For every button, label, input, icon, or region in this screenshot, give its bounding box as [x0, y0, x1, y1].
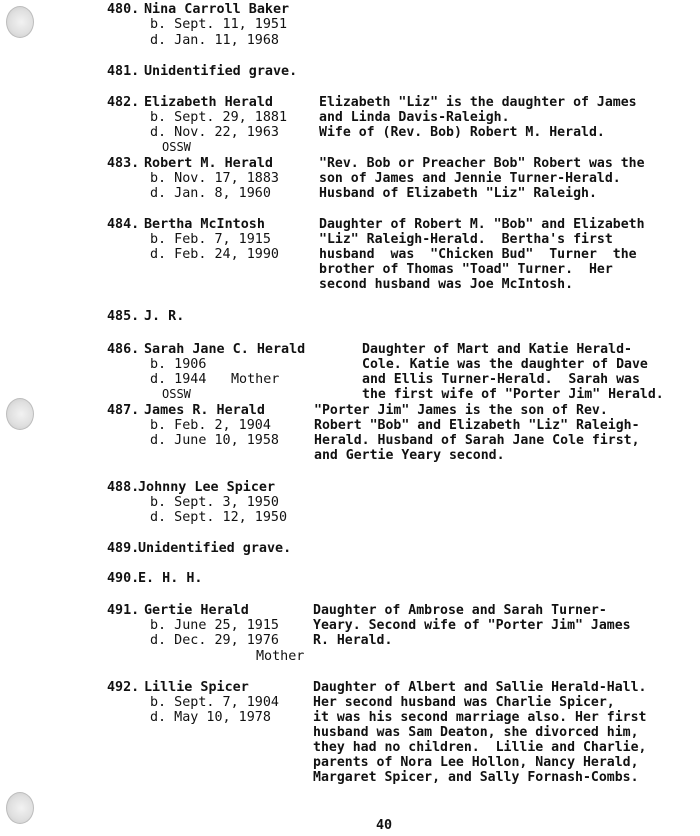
- entry-number: 491.: [107, 603, 140, 618]
- entry-birth: b. Sept. 11, 1951: [150, 17, 288, 32]
- entry-note-line: "Rev. Bob or Preacher Bob" Robert was the: [319, 156, 645, 171]
- entry-number: 489.: [107, 541, 140, 556]
- entry-number: 492.: [107, 680, 140, 695]
- entry-note-line: the first wife of "Porter Jim" Herald.: [362, 387, 664, 402]
- entry-note-line: son of James and Jennie Turner-Herald.: [319, 171, 621, 186]
- entry-note-line: brother of Thomas "Toad" Turner. Her: [319, 262, 613, 277]
- entry-birth: b. June 25, 1915: [150, 618, 279, 633]
- entry-ossw: OSSW: [162, 140, 191, 154]
- entry-mother-label: Mother: [256, 649, 305, 664]
- entry-death: d. 1944: [150, 372, 207, 387]
- entry-name: Gertie Herald: [144, 603, 249, 618]
- entry-death: d. Jan. 8, 1960: [150, 186, 271, 201]
- entry-birth: b. Feb. 2, 1904: [150, 418, 271, 433]
- entry-note-line: husband was "Chicken Bud" Turner the: [319, 247, 637, 262]
- entry-note-line: parents of Nora Lee Hollon, Nancy Herald,: [313, 755, 639, 770]
- entry-death: d. May 10, 1978: [150, 710, 271, 725]
- entry-number: 487.: [107, 403, 140, 418]
- entry-number: 490.: [107, 571, 140, 586]
- entry-death: d. Feb. 24, 1990: [150, 247, 279, 262]
- entry-name: Bertha McIntosh: [144, 217, 265, 232]
- entry-death: d. Jan. 11, 1968: [150, 33, 279, 48]
- entry-birth: b. Sept. 7, 1904: [150, 695, 279, 710]
- entry-number: 485.: [107, 309, 140, 324]
- entry-note-line: and Linda Davis-Raleigh.: [319, 110, 510, 125]
- entry-name: E. H. H.: [138, 571, 203, 586]
- entry-note-line: Daughter of Albert and Sallie Herald-Hall.: [313, 680, 647, 695]
- entry-note-line: Daughter of Mart and Katie Herald-: [362, 342, 632, 357]
- entry-name: Nina Carroll Baker: [144, 2, 290, 17]
- entry-note-line: "Liz" Raleigh-Herald. Bertha's first: [319, 232, 613, 247]
- entry-name: Robert M. Herald: [144, 156, 273, 171]
- entry-birth: b. Nov. 17, 1883: [150, 171, 279, 186]
- entry-note-line: Daughter of Robert M. "Bob" and Elizabeth: [319, 217, 645, 232]
- entry-note-line: Elizabeth "Liz" is the daughter of James: [319, 95, 637, 110]
- entry-name: J. R.: [144, 309, 185, 324]
- entry-name: Unidentified grave.: [138, 541, 292, 556]
- entry-birth: b. Sept. 29, 1881: [150, 110, 288, 125]
- entry-mother-label: Mother: [231, 372, 280, 387]
- entry-note-line: and Gertie Yeary second.: [314, 448, 505, 463]
- binder-hole-bottom: [6, 792, 34, 824]
- entry-name: James R. Herald: [144, 403, 265, 418]
- entry-note-line: Cole. Katie was the daughter of Dave: [362, 357, 648, 372]
- entry-note-line: R. Herald.: [313, 633, 393, 648]
- entry-note-line: Wife of (Rev. Bob) Robert M. Herald.: [319, 125, 605, 140]
- binder-hole-middle: [6, 398, 34, 430]
- entry-note-line: Daughter of Ambrose and Sarah Turner-: [313, 603, 607, 618]
- entry-name: Elizabeth Herald: [144, 95, 273, 110]
- entry-birth: b. 1906: [150, 357, 207, 372]
- entry-number: 483.: [107, 156, 140, 171]
- entry-note-line: Yeary. Second wife of "Porter Jim" James: [313, 618, 631, 633]
- page-number: 40: [376, 818, 393, 833]
- entry-name: Lillie Spicer: [144, 680, 249, 695]
- entry-ossw: OSSW: [162, 387, 191, 401]
- entry-note-line: Margaret Spicer, and Sally Fornash-Combs.: [313, 770, 639, 785]
- entry-name: Johnny Lee Spicer: [138, 480, 276, 495]
- entry-death: d. Nov. 22, 1963: [150, 125, 279, 140]
- entry-note-line: husband was Sam Deaton, she divorced him,: [313, 725, 639, 740]
- entry-number: 484.: [107, 217, 140, 232]
- entry-death: d. Dec. 29, 1976: [150, 633, 279, 648]
- entry-note-line: Herald. Husband of Sarah Jane Cole first,: [314, 433, 640, 448]
- entry-birth: b. Feb. 7, 1915: [150, 232, 271, 247]
- entry-note-line: it was his second marriage also. Her first: [313, 710, 647, 725]
- entry-note-line: Robert "Bob" and Elizabeth "Liz" Raleigh-: [314, 418, 640, 433]
- entry-note-line: second husband was Joe McIntosh.: [319, 277, 574, 292]
- entry-note-line: Husband of Elizabeth "Liz" Raleigh.: [319, 186, 597, 201]
- entry-note-line: "Porter Jim" James is the son of Rev.: [314, 403, 608, 418]
- entry-note-line: they had no children. Lillie and Charlie,: [313, 740, 647, 755]
- entry-note-line: Her second husband was Charlie Spicer,: [313, 695, 615, 710]
- entry-death: d. June 10, 1958: [150, 433, 279, 448]
- entry-name: Sarah Jane C. Herald: [144, 342, 306, 357]
- entry-number: 481.: [107, 64, 140, 79]
- entry-number: 488.: [107, 480, 140, 495]
- binder-hole-top: [6, 6, 34, 38]
- entry-name: Unidentified grave.: [144, 64, 298, 79]
- entry-note-line: and Ellis Turner-Herald. Sarah was: [362, 372, 640, 387]
- entry-death: d. Sept. 12, 1950: [150, 510, 288, 525]
- entry-birth: b. Sept. 3, 1950: [150, 495, 279, 510]
- entry-number: 482.: [107, 95, 140, 110]
- entry-number: 486.: [107, 342, 140, 357]
- entry-number: 480.: [107, 2, 140, 17]
